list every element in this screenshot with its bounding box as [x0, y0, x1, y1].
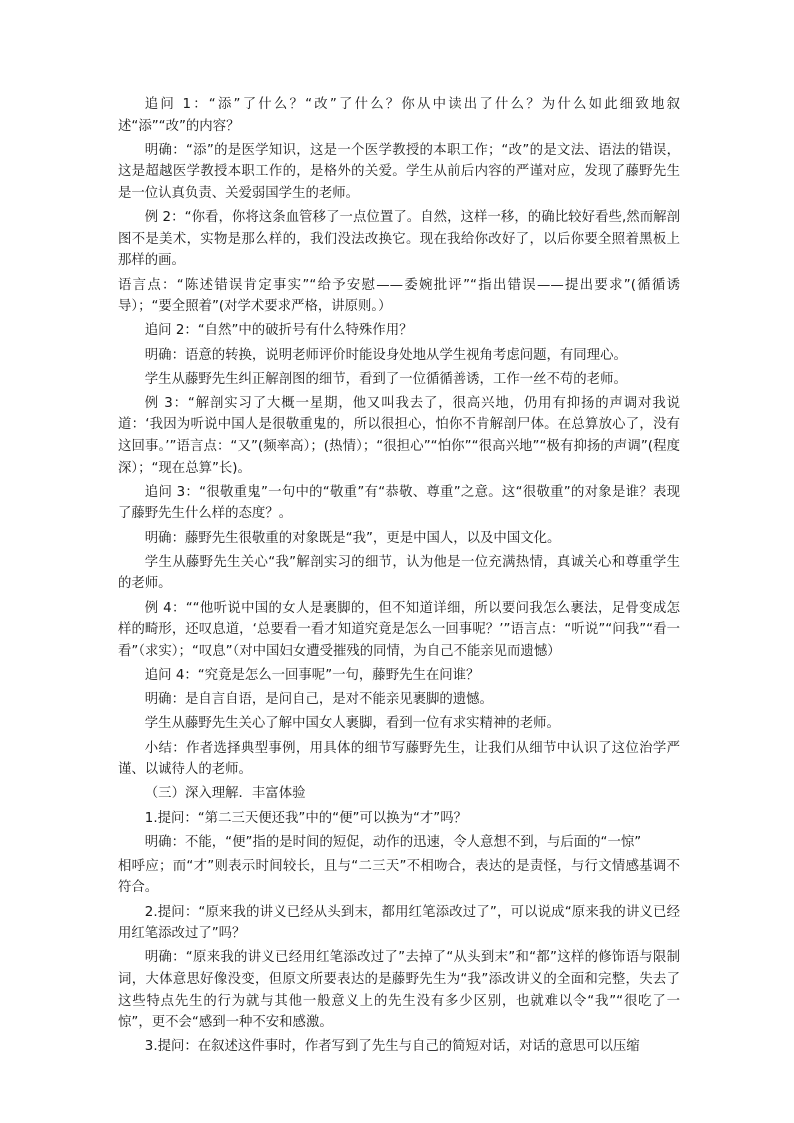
paragraph: 学生从藤野先生关心了解中国女人裹脚，看到一位有求实精神的老师。: [144, 716, 560, 732]
paragraph: 追问 2：“自然”中的破折号有什么特殊作用？: [144, 323, 413, 339]
section-heading: （三）深入理解．丰富体验: [144, 786, 306, 802]
paragraph: 追问 4：“究竟是怎么一回事呢”一句，藤野先生在问谁？: [144, 667, 480, 683]
paragraph: 语言点：“陈述错误肯定事实”“给予安慰——委婉批评”“指出错误——提出要求”(循循诱导）；“要全照着”(对学术要求严格，讲原则。）: [118, 277, 680, 315]
paragraph: 明确：语意的转换，说明老师评价时能设身处地从学生视角考虑问题，有同理心。: [144, 347, 627, 363]
paragraph: 明确：“添”的是医学知识，这是一个医学教授的本职工作；“改”的是文法、语法的错误，这是超越医学教授本职工作的，是格外的关爱。学生从前后内容的严谨对应，发现了藤野先生是一位认真负责、关爱弱国学生的老师。: [118, 142, 680, 201]
paragraph: 3.提问：在叙述这件事时，作者写到了先生与自己的简短对话，对话的意思可以压缩: [144, 1039, 640, 1055]
paragraph: 例 2：“你看，你将这条血管移了一点位置了。自然，这样一移，的确比较好看些,然而解剖图不是美术，实物是那么样的，我们没法改换它。现在我给你改好了，以后你要全照着黑板上那样的画。: [118, 210, 680, 269]
paragraph: 1.提问：“第二三天便还我”中的“便”可以换为“才”吗？: [144, 810, 468, 826]
paragraph: 2.提问：“原来我的讲义已经从头到末，都用红笔添改过了”，可以说成“原来我的讲义已经用红笔添改过了”吗？: [118, 904, 680, 942]
paragraph: 追问 1：“添”了什么？“改”了什么？你从中读出了什么？为什么如此细致地叙述“添”“改”的内容？: [118, 97, 680, 134]
paragraph: 明确：不能，“便”指的是时间的短促，动作的迅速，令人意想不到，与后面的“一惊”: [144, 834, 642, 850]
paragraph: 例 4：““他听说中国的女人是裹脚的，但不知道详细，所以要问我怎么裹法，足骨变成怎样的畸形，还叹息道，‘总要看一看才知道究竟是怎么一回事呢？’”语言点：“听说”“问我”“看一看”（求实）；“叹息”（对中国妇女遭受摧残的同情，为自己不能亲见而遗憾）: [118, 600, 680, 659]
document-body: [118, 94, 680, 1061]
paragraph: 明确：藤野先生很敬重的对象既是“我”，更是中国人，以及中国文化。: [144, 530, 561, 546]
paragraph: 学生从藤野先生纠正解剖图的细节，看到了一位循循善诱，工作一丝不苟的老师。: [144, 371, 627, 387]
paragraph: 小结：作者选择典型事例，用具体的细节写藤野先生，让我们从细节中认识了这位治学严谨、以诚待人的老师。: [118, 740, 680, 778]
paragraph: 明确：“原来我的讲义已经用红笔添改过了”去掉了“从头到末”和“都”这样的修饰语与限制词，大体意思好像没变，但原文所要表达的是藤野先生为“我”添改讲义的全面和完整，失去了这些特点先生的行为就与其他一般意义上的先生没有多少区别，也就难以令“我”“很吃了一惊”，更不会“感到一种不安和感激。: [118, 950, 680, 1031]
paragraph: 例 3：“解剖实习了大概一星期，他又叫我去了，很高兴地，仍用有抑扬的声调对我说道：‘我因为听说中国人是很敬重鬼的，所以很担心，怕你不肯解剖尸体。在总算放心了，没有这回事。’”语言点：“又”(频率高）；(热情）；“很担心”“怕你”“很高兴地”“极有抑扬的声调”(程度深）；“现在总算”长)。: [118, 395, 680, 476]
paragraph: 追问 3：“很敬重鬼”一句中的“敬重”有“恭敬、尊重”之意。这“很敬重”的对象是谁？表现了藤野先生什么样的态度？。: [118, 484, 680, 522]
paragraph: 相呼应；而“才”则表示时间较长，且与“二三天”不相吻合，表达的是责怪，与行文情感基调不符合。: [118, 858, 680, 896]
paragraph: 明确：是自言自语，是问自己，是对不能亲见裹脚的遗憾。: [144, 692, 493, 708]
paragraph: 学生从藤野先生关心“我”解剖实习的细节，认为他是一位充满热情，真诚关心和尊重学生的老师。: [118, 554, 680, 592]
